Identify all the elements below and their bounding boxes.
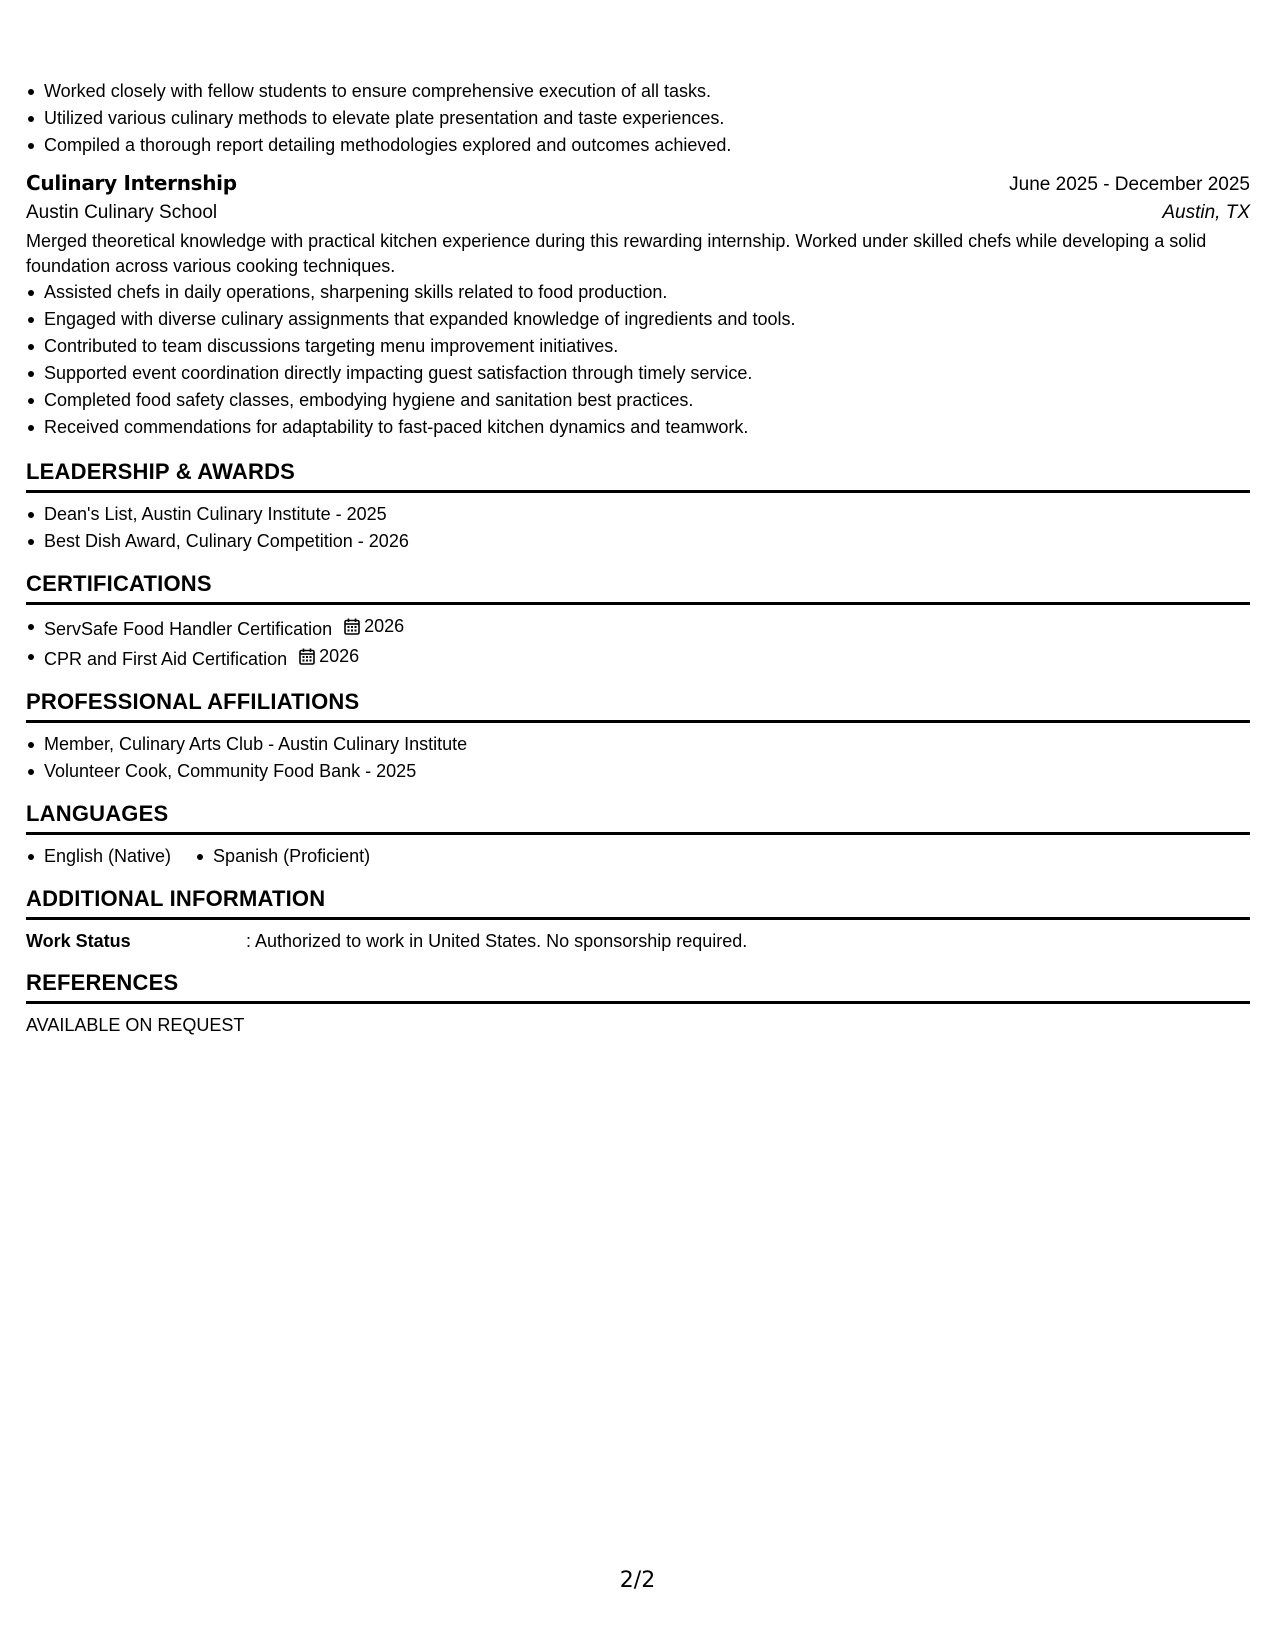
- languages-list: [26, 843, 1250, 870]
- languages-section: [26, 801, 1250, 870]
- certification-name: CPR and First Aid Certification: [44, 649, 288, 669]
- section-heading: PROFESSIONAL AFFILIATIONS: [26, 689, 1250, 723]
- list-item: Worked closely with fellow students to ensure comprehensive execution of all tasks.: [26, 78, 1250, 105]
- list-item: Engaged with diverse culinary assignments that expanded knowledge of ingredients and tools.: [26, 306, 1250, 333]
- list-item: Completed food safety classes, embodying hygiene and sanitation best practices.: [26, 387, 1250, 414]
- section-heading: LEADERSHIP & AWARDS: [26, 459, 1250, 493]
- work-status-label: Work Status: [26, 931, 131, 951]
- job-summary: Merged theoretical knowledge with practical kitchen experience during this rewarding internship. Worked under skilled chefs while developing a solid foundation across various cooking techniques.: [26, 231, 1207, 276]
- job-location: Austin, TX: [1162, 202, 1250, 223]
- section-heading: REFERENCES: [26, 970, 1250, 1004]
- internship-bullets: [26, 279, 1250, 441]
- list-item: [26, 643, 1250, 673]
- job-header: [26, 171, 1250, 196]
- affiliations-list: [26, 731, 1250, 785]
- references-section: [26, 970, 1250, 1038]
- resume-page: [26, 78, 1250, 1038]
- leadership-section: [26, 459, 1250, 555]
- list-item: English (Native): [26, 843, 171, 870]
- certifications-list: [26, 613, 1250, 673]
- leadership-list: [26, 501, 1250, 555]
- job-dates: June 2025 - December 2025: [1009, 174, 1250, 195]
- list-item: Supported event coordination directly impacting guest satisfaction through timely service.: [26, 360, 1250, 387]
- section-heading: CERTIFICATIONS: [26, 571, 1250, 605]
- references-text: AVAILABLE ON REQUEST: [26, 1015, 245, 1035]
- certification-date: [344, 613, 404, 640]
- section-heading: ADDITIONAL INFORMATION: [26, 886, 1250, 920]
- list-item: Volunteer Cook, Community Food Bank - 2025: [26, 758, 1250, 785]
- list-item: Compiled a thorough report detailing methodologies explored and outcomes achieved.: [26, 132, 1250, 159]
- list-item: Spanish (Proficient): [195, 843, 370, 870]
- list-item: Best Dish Award, Culinary Competition - 2026: [26, 528, 1250, 555]
- certification-name: ServSafe Food Handler Certification: [44, 619, 333, 639]
- list-item: Member, Culinary Arts Club - Austin Culinary Institute: [26, 731, 1250, 758]
- list-item: Utilized various culinary methods to elevate plate presentation and taste experiences.: [26, 105, 1250, 132]
- list-item: Contributed to team discussions targeting menu improvement initiatives.: [26, 333, 1250, 360]
- calendar-icon: [344, 618, 360, 635]
- section-heading: LANGUAGES: [26, 801, 1250, 835]
- certifications-section: [26, 571, 1250, 673]
- job-organization: Austin Culinary School: [26, 202, 218, 223]
- list-item: [26, 613, 1250, 643]
- additional-info-section: [26, 886, 1250, 954]
- job-subheader: [26, 202, 1250, 224]
- certification-year: 2026: [319, 646, 360, 666]
- list-item: Assisted chefs in daily operations, sharpening skills related to food production.: [26, 279, 1250, 306]
- list-item: Dean's List, Austin Culinary Institute - 2025: [26, 501, 1250, 528]
- certification-year: 2026: [364, 616, 405, 636]
- work-status-row: [26, 928, 1250, 954]
- certification-date: [299, 643, 359, 670]
- list-item: Received commendations for adaptability to fast-paced kitchen dynamics and teamwork.: [26, 414, 1250, 441]
- page-number: 2/2: [619, 1568, 656, 1593]
- calendar-icon: [299, 648, 315, 665]
- previous-job-bullets: [26, 78, 1250, 159]
- internship-entry: [26, 171, 1250, 441]
- work-status-value: : Authorized to work in United States. No sponsorship required.: [246, 931, 748, 951]
- job-title: Culinary Internship: [26, 171, 237, 195]
- affiliations-section: [26, 689, 1250, 785]
